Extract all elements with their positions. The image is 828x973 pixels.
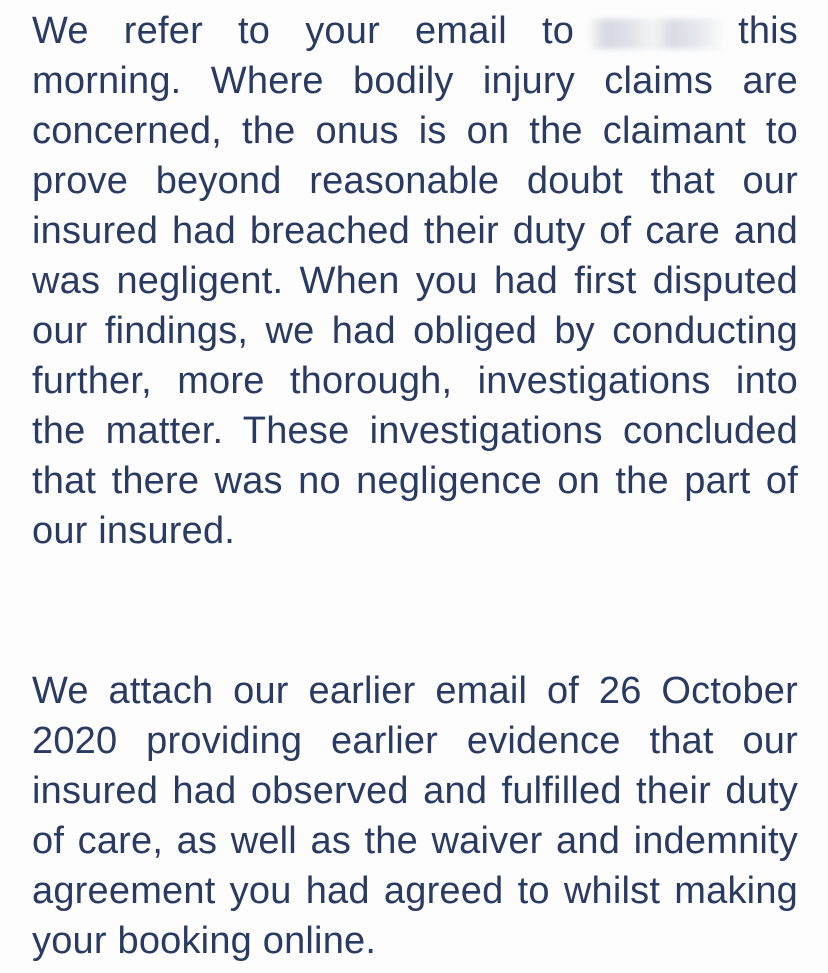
- paragraph-1-rest: this morning. Where bodily injury claims are concerned, the onus is on the claimant to prove beyond reasonable doubt that our insured had breached their duty of care and was negligent. When you had first disputed our findings, we had obliged by conducting further, more thorough, investigations into the matter. These investigations concluded that there was no negligence on the part of our insured.: [32, 10, 798, 552]
- redacted-name-blur: [590, 19, 722, 49]
- paragraph-2: We attach our earlier email of 26 October 2020 providing earlier evidence that our insured had observed and fulfilled their duty of care, as well as the waiver and indemnity agreement you had agreed to whilst making your booking online.: [32, 670, 798, 962]
- paragraph-1: [32, 6, 798, 556]
- paragraph-1-start: We refer to your email to: [32, 10, 575, 52]
